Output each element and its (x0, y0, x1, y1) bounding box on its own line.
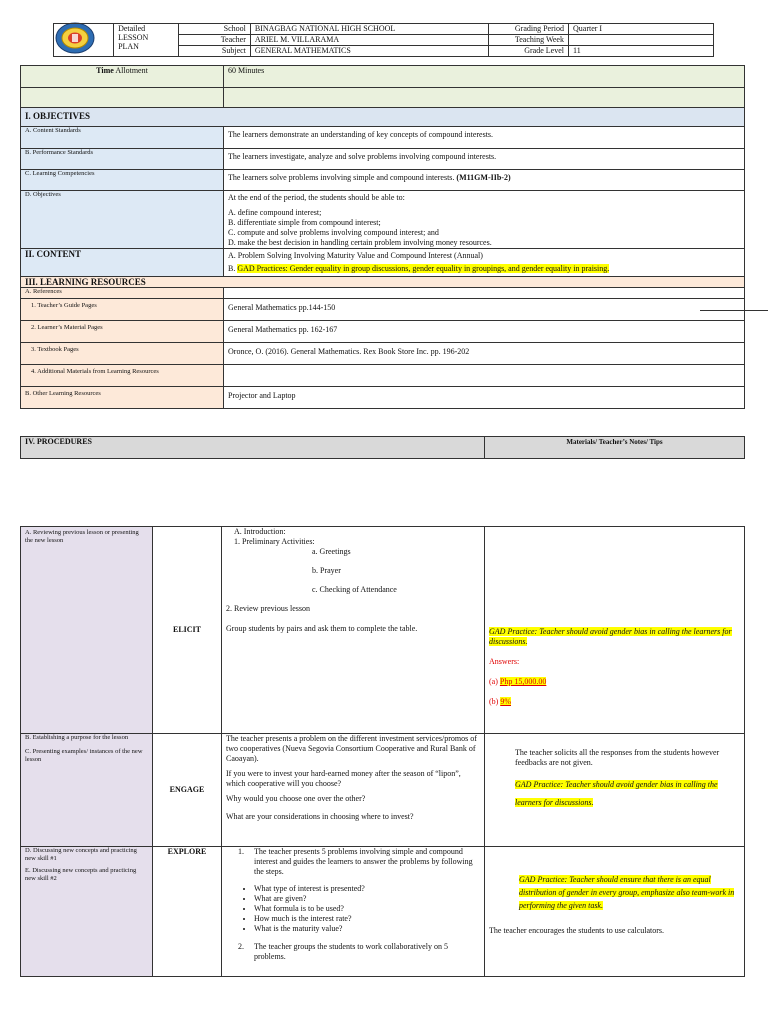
school-value: BINAGBAG NATIONAL HIGH SCHOOL (250, 24, 488, 35)
elicit-item: c. Checking of Attendance (312, 585, 397, 594)
explore-label (21, 847, 153, 977)
textbook-label: 3. Textbook Pages (21, 343, 224, 365)
learners-material-label: 2. Learner’s Material Pages (21, 321, 224, 343)
teacher-value: ARIEL M. VILLARAMA (250, 35, 488, 46)
explore-label-e: E. Discussing new concepts and practicing new skill #2 (25, 867, 137, 882)
content-a: A. Problem Solving Involving Maturity Value and Compound Interest (Annual) (228, 251, 483, 260)
objective-item: C. compute and solve problems involving compound interest; and (228, 228, 439, 237)
answers-label: Answers: (489, 657, 520, 666)
explore-notes (485, 847, 745, 977)
engage-p1: The teacher presents a problem on the different investment services/promos of two cooperatives (Nueva Segovia Consortium Cooperative and Rural Bank of Caoayan). (226, 734, 477, 763)
performance-standards-label: B. Performance Standards (21, 149, 224, 170)
elicit-intro: A. Introduction: (234, 527, 286, 536)
elicit-gad-practice: GAD Practice: Teacher should avoid gender bias in calling the learners for discussions. (489, 627, 732, 646)
objectives-cell (224, 191, 745, 249)
elicit-phase: ELICIT (153, 527, 222, 734)
engage-content (222, 734, 485, 847)
lesson-plan-table (20, 65, 745, 409)
subject-label: Subject (178, 46, 250, 57)
objectives-heading: I. OBJECTIVES (21, 108, 745, 127)
answer-a: (a) Php 15,000.00 (489, 677, 547, 686)
teaching-week-label: Teaching Week (488, 35, 568, 46)
school-label: School (178, 24, 250, 35)
engage-gad-practice: GAD Practice: Teacher should avoid gender bias in calling the learners for discussions. (515, 780, 718, 807)
content-cell (224, 249, 745, 277)
explore-question: • What formula is to be used? (254, 904, 480, 914)
learning-competencies-text: The learners solve problems involving simple and compound interests. (M11GM-IIb-2) (224, 170, 745, 191)
engage-label-c: C. Presenting examples/ instances of the new lesson (25, 748, 143, 763)
explore-questions (240, 884, 480, 934)
resources-heading: III. LEARNING RESOURCES (21, 277, 745, 288)
content-standards-text: The learners demonstrate an understanding of key concepts of compound interests. (224, 127, 745, 149)
procedures-table (20, 526, 745, 977)
elicit-notes (485, 527, 745, 734)
time-allotment-value: 60 Minutes (224, 66, 745, 88)
objective-item: D. make the best decision in handling certain problem involving money resources. (228, 238, 492, 247)
explore-phase: EXPLORE (153, 847, 222, 977)
learning-competencies-label: C. Learning Competencies (21, 170, 224, 191)
elicit-item: b. Prayer (312, 566, 341, 575)
explore-question: • What is the maturity value? (254, 924, 480, 934)
engage-p4: What are your considerations in choosing where to invest? (226, 812, 414, 821)
answer-b: (b) 9% (489, 697, 511, 706)
engage-p2: If you were to invest your hard-earned money after the season of “lipon”, which cooperative will you choose? (226, 769, 461, 788)
header-table (53, 23, 714, 57)
other-resources-text: Projector and Laptop (224, 387, 745, 409)
grade-level-label: Grade Level (488, 46, 568, 57)
objectives-label: D. Objectives (21, 191, 224, 249)
procedures-header (20, 436, 745, 459)
stray-line (700, 310, 768, 311)
elicit-content (222, 527, 485, 734)
explore-question: • How much is the interest rate? (254, 914, 480, 924)
objective-item: A. define compound interest; (228, 208, 322, 217)
references-label: A. References (21, 288, 224, 299)
additional-materials-label: 4. Additional Materials from Learning Resources (21, 365, 224, 387)
grade-level-value: 11 (568, 46, 713, 57)
subject-value: GENERAL MATHEMATICS (250, 46, 488, 57)
other-resources-label: B. Other Learning Resources (21, 387, 224, 409)
grading-period-value: Quarter I (568, 24, 713, 35)
elicit-label: A. Reviewing previous lesson or presenting the new lesson (21, 527, 153, 734)
procedures-heading: IV. PROCEDURES (21, 437, 485, 459)
explore-step-2: 2. The teacher groups the students to work collaboratively on 5 problems. (238, 942, 448, 961)
textbook-text: Oronce, O. (2016). General Mathematics. Rex Book Store Inc. pp. 196-202 (224, 343, 745, 365)
performance-standards-text: The learners investigate, analyze and solve problems involving compound interests. (224, 149, 745, 170)
additional-materials-text (224, 365, 745, 387)
elicit-task: Group students by pairs and ask them to complete the table. (226, 624, 418, 633)
teaching-week-value (568, 35, 713, 46)
engage-phase: ENGAGE (153, 734, 222, 847)
notes-heading: Materials/ Teacher’s Notes/ Tips (485, 437, 745, 459)
explore-question: • What type of interest is presented? (254, 884, 480, 894)
content-standards-label: A. Content Standards (21, 127, 224, 149)
engage-label-b: B. Establishing a purpose for the lesson (25, 734, 129, 741)
content-heading: II. CONTENT (21, 249, 224, 277)
engage-notes (485, 734, 745, 847)
engage-p3: Why would you choose one over the other? (226, 794, 366, 803)
elicit-review: 2. Review previous lesson (226, 604, 310, 613)
explore-content (222, 847, 485, 977)
teachers-guide-text: General Mathematics pp.144-150 (224, 299, 745, 321)
doc-type: Detailed LESSON PLAN (114, 24, 179, 57)
objective-item: B. differentiate simple from compound interest; (228, 218, 381, 227)
elicit-item: a. Greetings (312, 547, 351, 556)
explore-gad-practice: GAD Practice: Teacher should ensure that there is an equal distribution of gender in every group, emphasize also team-work in performing the given task. (519, 875, 735, 910)
teachers-guide-label: 1. Teacher’s Guide Pages (21, 299, 224, 321)
content-b: B. GAD Practices: Gender equality in group discussions, gender equality in groupings, and gender equality in praising. (228, 264, 610, 273)
engage-label (21, 734, 153, 847)
engage-note: The teacher solicits all the responses from the students however feedbacks are not given. (515, 748, 720, 767)
explore-note: The teacher encourages the students to use calculators. (489, 926, 665, 935)
elicit-prelim: 1. Preliminary Activities: (234, 537, 315, 546)
explore-label-d: D. Discussing new concepts and practicing new skill #1 (25, 847, 137, 862)
teacher-label: Teacher (178, 35, 250, 46)
explore-question: • What are given? (254, 894, 480, 904)
time-allotment-label: Time Allotment (21, 66, 224, 88)
objectives-intro: At the end of the period, the students should be able to: (228, 193, 405, 202)
learners-material-text: General Mathematics pp. 162-167 (224, 321, 745, 343)
explore-step-1: 1. The teacher presents 5 problems involving simple and compound interest and guides the learners to answer the problems by following the steps. (238, 847, 473, 876)
grading-period-label: Grading Period (488, 24, 568, 35)
